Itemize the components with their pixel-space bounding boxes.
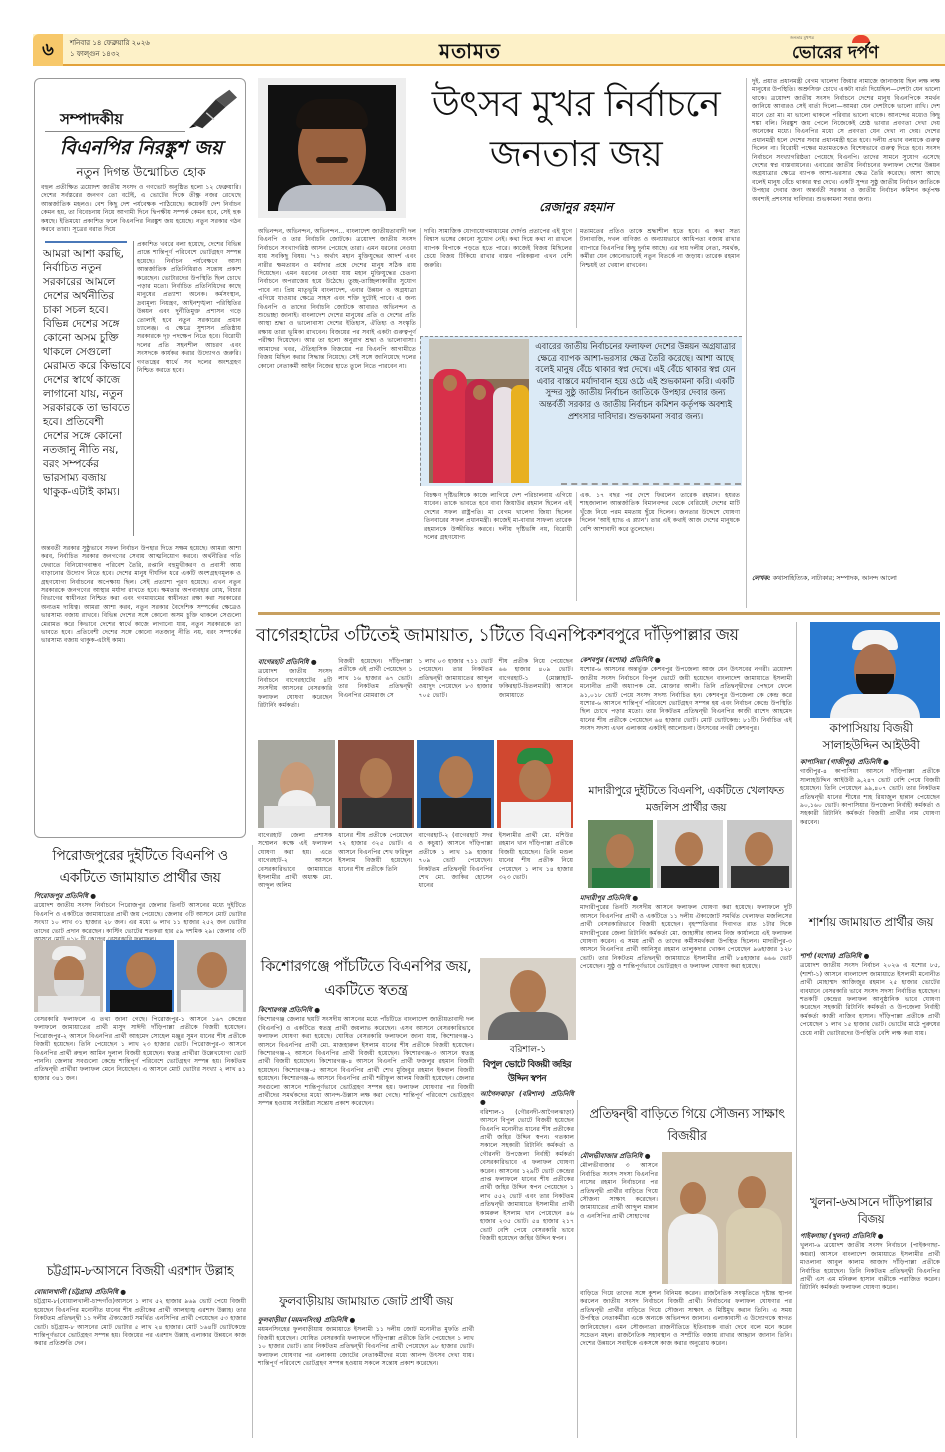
courtesy-visit-photo bbox=[662, 1152, 792, 1284]
column-divider bbox=[576, 492, 577, 601]
fulbaria-story bbox=[258, 1316, 474, 1438]
pirojpur-story bbox=[34, 892, 246, 936]
chattogram-story bbox=[34, 1288, 246, 1438]
section-title: মতামত bbox=[438, 39, 502, 63]
kishoreganj-byline: কিশোরগঞ্জ প্রতিনিধি ● bbox=[258, 1006, 321, 1014]
brand-tagline: জনতার মুখপত্র bbox=[790, 35, 815, 40]
chattogram-headline: চট্টগ্রাম-৮আসনে বিজয়ী এরশাদ উল্লাহ bbox=[46, 1264, 234, 1279]
editorial-headline: বিএনপির নিরঙ্কুশ জয় bbox=[59, 137, 223, 159]
candidate-photo bbox=[177, 940, 246, 1012]
sharsha-story bbox=[800, 952, 940, 1190]
bagerhat-column: বাগেরহাট-২ (বাগেরহাট সদর ও কচুয়া) আসনে দাঁড়িপাল্লা প্রতীকে ১ লাখ ১৯ হাজার ৭০৯ ভোট পেয়েছেন। নিকটতম প্রতিদ্বন্দ্বী বিএনপির শেখ মো. জাকির হোসেন ধানের bbox=[418, 832, 493, 890]
voters-queue-photo bbox=[429, 339, 529, 483]
moulvibazar-headline: প্রতিদ্বন্দ্বী বাড়িতে গিয়ে সৌজন্য সাক্ষাৎ বিজয়ীর bbox=[589, 1107, 785, 1144]
candidate-photo bbox=[657, 820, 722, 888]
moulvibazar-story-continued: বাড়িতে গিয়ে তাদের সঙ্গে কুশল বিনিময় করেন। রাজনৈতিক সংস্কৃতিতে দৃষ্টান্ত স্থাপন করলেন জাতীয় সংসদ নির্বাচনে বিজয়ী প্রার্থী। নির্বাচনের ফলাফল ঘোষণার পর প্রতিদ্বন্দ্বী প্রার্থীর বাড়িতে গিয়ে সৌজন্য সাক্ষাৎ ও মিষ্টিমুখ করান তিনি। এ সময় উপস্থিত নেতাকর্মীরা একে অন্যকে অভিনন্দন জানান। এলাকাবাসী এ উদ্যোগকে স্বাগত জানিয়েছেন। এমন সৌজন্যতা রাজনীতিতে ইতিবাচক বার্তা দেবে বলে মনে করেন সচেতন মহল। রাজনৈতিক সহাবস্থান ও সম্প্রীতি বজায় রাখার আহ্বান জানান তিনি। দেশের উন্নয়নে সবাইকে একসঙ্গে কাজ করার অনুরোধ করেন। bbox=[580, 1290, 792, 1348]
madaripur-story bbox=[580, 894, 792, 1100]
column-divider bbox=[796, 622, 797, 1438]
pirojpur-byline: পিরোজপুর প্রতিনিধি ● bbox=[34, 892, 97, 900]
opinion-column-1: অভিনন্দন, অভিনন্দন, অভিনন্দন... বাংলাদেশ জাতীয়তাবাদী দল বিএনপি ও তার নির্বাচনি জোটকে। ত্রয়োদশ জাতীয় সংসদ নির্বাচনে সংখ্যাগরিষ্ঠ আসন পেয়েছে তারা। এমন ধরনের নেওয়া যায় সবকিছু বিষয়। '৭১ অর্থাৎ মহান মুক্তিযুদ্ধের আদর্শ এবং নারীর ক্ষমতায়ন ও মর্যাদার প্রশ্নে দেশের মানুষ সঠিক রায় দিয়েছেন। এমন ধরনের নেওয়া যায় মহান মুক্তিযুদ্ধের চেতনা নির্বাচনে অপরাজেয় হয়ে উঠেছে। তুচ্ছ-তাচ্ছিল্যকারীর সুযোগ পাবে না। প্রিয় মাতৃভূমি বাংলাদেশ, এবার উন্নয়ন ও অগ্রযাত্রা এগিয়ে যাওয়ার ক্ষেত্রে সাহস এবং শক্তি দুটোই পাবে। এ জন্য বিএনপি ও তাদের নির্বাচনি জোটকে আবারও অভিনন্দন ও শুভেচ্ছা জানাই। বাংলাদেশ দেশের মানুষের প্রতি ও দেশের প্রতি আস্থা শ্রদ্ধা ও ভালোবাসা দেশের ইতিহাস, ঐতিহ্য ও সংস্কৃতি রক্ষায় তারা ভূমিকা রাখবেন। বিজয়ের পর সবাই একটা গুরুত্বপূর্ণ পরীক্ষা দিয়েছেন। আর তা হলো অনুরাগ শ্রদ্ধা ও ভালোবাসা। আমাদের খবর, ঐতিহাসিক বিজয়ের পর বিএনপি আগামীতে বিজয় মিছিল করার সিদ্ধান্ত নিয়েছে। সেই সঙ্গে জানিয়েছে দলের কোনো নেতাকর্মী আইন নিজের হাতে তুলে নিতে পারবেন না। bbox=[258, 228, 416, 370]
newspaper-logo[interactable] bbox=[790, 35, 942, 65]
author-photo bbox=[258, 78, 406, 218]
pirojpur-headline: পিরোজপুরের দুইটিতে বিএনপি ও একটিতে জামায়াত প্রার্থীর জয় bbox=[52, 848, 228, 886]
editorial-label: সম্পাদকীয় bbox=[60, 110, 124, 128]
bagerhat-column: ইসলামীর প্রার্থী মো. মশিউর রহমান খান দাঁড়িপাল্লা প্রতীকে বিজয়ী হয়েছেন। তিনি মণ্ডল ধানের শীষ প্রতীক নিয়ে পেয়েছেন ১ লাখ ১৪ হাজার ৩২৩ ভোট। bbox=[498, 832, 573, 882]
opinion-headline bbox=[410, 80, 742, 182]
dashed-divider bbox=[561, 483, 741, 485]
madaripur-headline: মাদারীপুরে দুইটিতে বিএনপি, একটিতে খেলাফত মজলিস প্রার্থীর জয় bbox=[588, 784, 784, 814]
keshabpur-story bbox=[580, 656, 792, 778]
bagerhat-column bbox=[258, 658, 332, 736]
candidate-photo bbox=[338, 740, 415, 828]
bagerhat-text: ত্রয়োদশ জাতীয় সংসদ নির্বাচনে বাগেরহাটের ৪টি সংসদীয় আসনের বেসরকারি ফলাফল ঘোষণা করেছেন রিটার্নিং কর্মকর্তা। bbox=[258, 668, 333, 710]
sharsha-headline: শার্শায় জামায়াত প্রার্থীর জয় bbox=[808, 915, 934, 929]
column-divider bbox=[576, 228, 577, 328]
pull-quote-rule bbox=[45, 241, 127, 243]
sharsha-byline: শার্শা (যশোর) প্রতিনিধি ● bbox=[800, 952, 870, 960]
bagerhat-candidate-photos bbox=[258, 740, 573, 828]
brand-name: ভোরের দর্পণ bbox=[792, 43, 879, 63]
column-divider bbox=[577, 1100, 578, 1438]
madaripur-text: মাদারীপুরের তিনটি সংসদীয় আসনে ফলাফল ঘোষণা করা হয়েছে। ফলাফলে দুটি আসনে বিএনপির প্রার্থী ও একটিতে ১১ দলীয় ঐক্যজোট সমর্থিত খেলাফত মজলিসের প্রার্থী বেসরকারিভাবে বিজয়ী হয়েছেন। বৃহস্পতিবার দিবাগত রাত ১টার দিকে মাদারীপুরের জেলা রিটার্নিং কর্মকর্তা মো. জাহাঙ্গীর আলম নিজ কার্যালয়ে এই ফলাফল ঘোষণা করেন। এ সময় প্রার্থী ও তাদের কর্মীসমর্থকরা উপস্থিত ছিলেন। মাদারীপুর-৩ আসনে বিএনপির প্রার্থী আনিসুর রহমান তালুকদার খোকন পেয়েছেন ৯৬হাজার ১২৮ ভোট। তার নিকটতম প্রতিদ্বন্দ্বী জামায়াতে ইসলামীর প্রার্থী ৮৪হাজার ৬৬৬ ভোট পেয়েছেন। সুষ্ঠু ও শান্তিপূর্ণভাবে ভোটগ্রহণ ও ফলাফল ঘোষণা করা হয়েছে। bbox=[580, 904, 792, 971]
bagerhat-column: বিজয়ী হয়েছেন। দাঁড়িপাল্লা প্রতীকে এই প্রার্থী পেয়েছেন ১ লাখ ১৬ হাজার ৬৭ ভোট। তার নিকটতম প্রতিদ্বন্দ্বী বিএনপির মোমরাজ সে bbox=[338, 658, 413, 699]
kishoreganj-story bbox=[258, 1006, 474, 1286]
pirojpur-candidate-photos bbox=[34, 940, 246, 1012]
opinion-column-3: মতামতের প্রতিও তাকে শ্রদ্ধাশীল হতে হবে। এ কথা সত্য টানাবাজি, দখল বাণিজ্য ও অন্যায়ভাবে আধিপত্য বজায় রাখার ব্যাপারে বিএনপির কিছু দুর্নাম আছে। এর দায় দলীয় নেতা, সমর্থক, কর্মীরা যেন কোনোভাবেই নতুন বিতর্কে না জড়ায়। তারেক রহমান নিশ্চয়ই তা খেয়াল রাখবেন। bbox=[580, 228, 740, 269]
editorial-body-bottom: অন্তবর্তী সরকার সুষ্ঠুভাবে সফল নির্বাচন উপহার দিতে সক্ষম হয়েছে। আমরা আশা করব, নির্বাচিত সরকার জনগণের সেবায় আত্মনিয়োগ করবে। অর্থনীতির গতি ফেরাতে বিনিয়োগবান্ধব পরিবেশ তৈরি, রপ্তানি বহুমুখীকরণ ও প্রবাসী আয় বাড়ানোর উদ্যোগ নিতে হবে। দেশের মানুষ দীর্ঘদিন ধরে একটি অংশগ্রহণমূলক ও গ্রহণযোগ্য নির্বাচনের অপেক্ষায় ছিল। সেই প্রত্যাশা পূরণ হয়েছে। এখন নতুন সরকারকে জনগণের আস্থার মর্যাদা রাখতে হবে। ক্ষমতার অপব্যবহার রোধ, বিচার বিভাগের স্বাধীনতা নিশ্চিত করা এবং গণমাধ্যমের স্বাধীনতা রক্ষা করা সরকারের অন্যতম দায়িত্ব। আমরা আশা করব, নতুন সরকার বৈদেশিক সম্পর্কের ক্ষেত্রেও ভারসাম্য বজায় রাখবে। বিভিন্ন দেশের সঙ্গে কোনো অসম চুক্তি থাকলে সেগুলো মেরামত করে কিভাবে দেশের স্বার্থে কাজে লাগানো যায়, নতুন সরকারকে তা ভাবতে হবে। প্রতিবেশী দেশের সঙ্গে কোনো নতজানু নীতি নয়, বরং সম্পর্কের ভারসাম্য বজায় থাকুক-এটাই কাম্য। bbox=[41, 545, 241, 645]
candidate-photo bbox=[497, 740, 574, 828]
barishal-candidate-photo bbox=[480, 958, 576, 1040]
khulna-story bbox=[800, 1232, 940, 1438]
kapasia-candidate-photo bbox=[810, 622, 940, 718]
fulbaria-byline: ফুলবাড়ীয়া (ময়মনসিংহ) প্রতিনিধি ● bbox=[258, 1316, 356, 1324]
pirojpur-text: ত্রয়োদশ জাতীয় সংসদ নির্বাচনে পিরোজপুর জেলার তিনটি আসনের মধ্যে দুইটিতে বিএনপি ও একটিতে জামায়াতের প্রার্থী জয় পেয়েছে। জেলার ৩টি আসনে মোট ভোটার সংখ্যা ১০ লাখ ৩১ হাজার ২৮ জন। এর মধ্যে ৬ লাখ ১১ হাজার ২৫২ জন ভোটার তাদের ভোট প্রদান করেছেন। কাস্টিং ভোটের শতকরা হার ৫৯ দশমিক ২৯। জেলার ৩টি bbox=[34, 902, 246, 935]
bagerhat-column: বাগেরহাট জেলা প্রশাসক সম্মেলন কক্ষে এই ফলাফল ঘোষণা করা হয়। এতে বাগেরহাট-২ আসনে বেসরকারিভাবে জামায়াতে ইসলামীর প্রার্থী অধ্যক্ষ মো. আব্দুল অলিম bbox=[258, 832, 333, 890]
writer-note-text: কথাসাহিত্যিক, নাট্যকার; সম্পাদক, আনন্দ আলো bbox=[772, 574, 897, 582]
column-divider bbox=[746, 78, 747, 608]
keshabpur-text: যশোর-৬ আসনের অন্তর্ভুক্ত কেশবপুর উপজেলা আজ যেন উৎসবের নগরী। ত্রয়োদশ জাতীয় সংসদ নির্বাচনে বিপুল ভোটে জয়ী হয়েছেন বাংলাদেশ জামায়াতে ইসলামী মনোনীত প্রার্থী অধ্যাপক মো. মোক্তার আলী। তিনি প্রতিদ্বন্দ্বীদের পেছনে ফেলে ৯১,০১৮ ভোট পেয়ে সংসদ সদস্য নির্বাচিত হন। কেশবপুর উপজেলা কে কেন্দ্র করে যশোর-৬ আসনে শান্তিপূর্ণ পরিবেশে ভোটগ্রহণ সম্পন্ন হয় এবং নির্বাচন কেন্দ্রে উপস্থিতি ছিল চোখে পড়ার মতো। তার নিকটতম প্রতিদ্বন্দ্বী বিএনপির কাজী রাশেদ আহমেদ ধানের শীষ প্রতীকে পেয়েছেন ৬৪ হাজার ভোট। মোট ভোটকেন্দ্র: ৮১টি। নির্বাচিত এই সংসদ সদস্য এখন এলাকায় একটাই আলোচনা। উৎসবের নগরী কেশবপুর। bbox=[580, 666, 792, 733]
kishoreganj-text: কিশোরগঞ্জ জেলার ছয়টি সংসদীয় আসনের মধ্যে পাঁচটিতে বাংলাদেশ জাতীয়তাবাদী দল (বিএনপি) ও একটিতে স্বতন্ত্র প্রার্থী জয়লাভ করেছেন। এসব আসনে বেসরকারিভাবে ফলাফল ঘোষণা করা হয়েছে। ঘোষিত বেসরকারি ফলাফলে জানা যায়, কিশোরগঞ্জ-১ আসনে বিএনপির প্রার্থী মো. মাজহারুল ইসলাম ধানের শীষ প্রতীকে বিজয়ী হয়েছেন। কিশোরগঞ্জ-২ আসনে বিএনপির প্রার্থী বিজয়ী হয়েছেন। কিশোরগঞ্জ-৩ আসনে স্বতন্ত্র প্রার্থী বিজয়ী হয়েছেন। কিশোরগঞ্জ-৪ আসনে বিএনপি প্রার্থী ফজলুর রহমান বিজয়ী হয়েছেন। কিশোরগঞ্জ-৫ আসনে বিএনপির প্রার্থী শেখ মুজিবুর রহমান ইকবাল বিজয়ী হয়েছেন। কিশোরগঞ্জ-৬ আসনে বিএনপির প্রার্থী শরীফুল আলম বিজয়ী হয়েছেন। জেলার সবগুলো আসনে শান্তিপূর্ণভাবে ভোটগ্রহণ সম্পন্ন হয়। ফলাফল ঘোষণার পর বিজয়ী প্রার্থীদের সমর্থকদের মধ্যে আনন্দ-উল্লাস লক্ষ করা গেছে। শান্তিপূর্ণ পরিবেশে ভোটগ্রহণ সম্পন্ন হওয়ায় সংশ্লিষ্টরা সন্তোষ প্রকাশ করেছেন। bbox=[258, 1016, 474, 1108]
callout-text: এবারের জাতীয় নির্বাচনের ফলাফল দেশের উন্নয়ন অগ্রযাত্রার ক্ষেত্রে ব্যাপক আশা-ভরসার ক্ষেত্র তৈরি করেছে। আশা আছে বলেই মানুষ বেঁচে থাকার স্বপ্ন দেখে। এই বেঁচে থাকার স্বপ্ন যেন এবার বাস্তবে মর্যাদাবান হয়ে ওঠে এই শুভকামনা করি। একটি সুন্দর সুষ্ঠু জাতীয় নির্বাচন জাতিকে উপহার দেবার জন্য অন্তর্বর্তী সরকার ও জাতীয় নির্বাচন কমিশন কর্তৃপক্ষ অবশ্যই প্রশংসার দাবিদার। শুভকামনা সবার জন্য। bbox=[535, 341, 736, 421]
editorial-box bbox=[34, 78, 246, 838]
pirojpur-story-continued: বেসরকারি ফলাফলে এ তথ্য জানা গেছে। পিরোজপুর-১ আসনে ১৬৭ কেন্দ্রের ফলাফলে জামায়াতের প্রার্থী মাসুদ সাঈদী দাঁড়িপাল্লা প্রতীকে বিজয়ী হয়েছেন। পিরোজপুর-২ আসনে বিএনপির প্রার্থী আহমেদ সোহেল মঞ্জুর সুমন ধানের শীষ প্রতীকে বিজয়ী হয়েছেন। তিনি পেয়েছেন ১ লাখ ২৩ হাজার ভোট। পিরোজপুর-৩ আসনে বিএনপির প্রার্থী রুহুল আমিন দুলাল বিজয়ী হয়েছেন। স্বতন্ত্র প্রার্থীরা উল্লেখযোগ্য ভোট পাননি। জেলার সবগুলো কেন্দ্রে শান্তিপূর্ণ পরিবেশে ভোটগ্রহণ সম্পন্ন হয়। নিকটতম প্রতিদ্বন্দ্বী প্রার্থীরা ফলাফল মেনে নিয়েছেন। এ আসনে মোট ভোটার সংখ্যা ২ লাখ ৪১ হাজার ৩৪১ জন। bbox=[34, 1016, 246, 1082]
opinion-column-4: দুই. প্রয়াত প্রধানমন্ত্রী বেগম খালেদা জিয়ার নামাজে জানাজায় ছিল লক্ষ লক্ষ মানুষের উপস্থিতি। অশ্রুসিক্ত চোখে একটা বার্তা দিয়েছিল—দেশটা যেন ভালো থাকে। ত্রয়োদশ জাতীয় সংসদ নির্বাচনে দেশের মানুষ বিএনপিকে সমর্থন জানিয়ে আবারও সেই বার্তা দিলো—আমরা যেন দেশটাকে ভালো রাখি। দেশ মানে তো মা। মা ভালো থাকলে পরিবার ভালো থাকে। আনন্দের মধ্যেও কিছু শঙ্কা বলি। নিরঙ্কুশ জয় পেলে নিজেকেই শ্রেষ্ঠ ভাবার প্রবণতা দেখা দেয় অনেকের মধ্যে। বিএনপির মধ্যে সে প্রবণতা যেন দেখা না দেয়। দেশের প্রধানমন্ত্রী হলে দেশের সবার প্রধানমন্ত্রী হতে হবে। দলীয় প্রভাব বলয়কে গুরুত্ব দিলেন না। বিরোধী পক্ষের মতামতকেও বিশেষভাবে গুরুত্ব দিতে হবে। সংসদ নির্বাচনে সংখ্যাগরিষ্ঠতা পেয়েছে বিএনপি। তাদের সামনে সুযোগ এসেছে দেশের স্বপ্ন বাস্তবায়নের। এবারের জাতীয় নির্বাচনের ফলাফল দেশের উন্নয়ন অগ্রযাত্রার ক্ষেত্রে ব্যাপক আশা-ভরসার ক্ষেত্র তৈরি করেছে। আশা আছে বলেই মানুষ বেঁচে থাকার স্বপ্ন দেখে। একটি সুন্দর সুষ্ঠু জাতীয় নির্বাচন জাতিকে উপহার দেবার জন্য অন্তর্বর্তী সরকার ও জাতীয় নির্বাচন কমিশন কর্তৃপক্ষ অবশ্যই প্রশংসার দাবিদার। শুভকামনা সবার জন্য। bbox=[752, 78, 940, 203]
barishal-label: বরিশাল-১ bbox=[509, 1045, 547, 1055]
bagerhat-headline: বাগেরহাটের ৩টিতেই জামায়াত, ১টিতে বিএনপি bbox=[256, 625, 585, 646]
barishal-byline: আগৈলঝাড়া (বরিশাল) প্রতিনিধি ● bbox=[480, 1090, 574, 1107]
opinion-column-3-continued: এক. ১৭ বছর পর দেশে ফিরলেন তারেক রহমান। হযরত শাহজালাল আন্তর্জাতিক বিমানবন্দর থেকে বেরিয়েই দেশের মাটি খুঁজে নিয়ে পরম মমতায় ছুঁয়ে দিলেন। জনতার উদ্দেশে ঘোষণা দিলেন 'আই হ্যাভ এ প্ল্যান'। তার এই কথাই আজ দেশের মানুষকে বেশি আশাবাদী করে তুলেছেন। bbox=[580, 492, 740, 533]
writer-note-label: লেখক: bbox=[752, 574, 771, 582]
kishoreganj-headline: কিশোরগঞ্জে পাঁচটিতে বিএনপির জয়, একটিতে স্বতন্ত্র bbox=[260, 957, 472, 999]
editorial-body-intro: বহুল প্রতীক্ষিত ত্রয়োদশ জাতীয় সংসদ ও গণভোট অনুষ্ঠিত হলো ১২ ফেব্রুয়ারি। দেশের সর্বস্তরের জনগণ তো বটেই, এ ভোটের দিকে তীক্ষ্ণ নজর রেখেছে আন্তর্জাতিক মহলও। বেশ কিছু দেশ পর্যবেক্ষক পাঠিয়েছে। কয়েকটি দেশ নির্বাচন কেমন হয়, তা বিবেচনায় নিয়ে আগামী দিনে দ্বিপক্ষীয় সম্পর্ক কেমন হবে, সেই হুক কষছে। ইতিমধ্যে প্রকাশিত ফলে বিএনপির নিরঙ্কুশ জয় হয়েছে। নতুন সরকার গঠন করবে তারা। সূত্রের বরাত দিয়ে bbox=[41, 184, 241, 234]
kapasia-story bbox=[800, 758, 940, 910]
madaripur-candidate-photos bbox=[588, 820, 792, 888]
sharsha-text: ত্রয়োদশ জাতীয় সংসদ নির্বাচন ২০২৬ এ যশোর ৮৫, (শার্শা-১) আসনে বাংলাদেশ জামায়াতে ইসলামী মনোনীত প্রার্থী মোহাম্মদ আজিজুর রহমান ২৫ হাজার ভোটের ব্যবধানে বেসরকারি ভাবে সংসদ সদস্য নির্বাচিত হয়েছেন। শতকটি কেন্দ্রের ফলাফল আনুষ্ঠানিক ভাবে ঘোষণা করেছেন সহকারী রিটার্নিং কর্মকর্তা ও উপজেলা নির্বাহী কর্মকর্তা কাজী নাজিব হাসান। দাঁড়িপাল্লা প্রতীকে প্রার্থী পেয়েছেন ১ লাখ ১৫ হাজার ভোট। ভোটের মাঠে পুরুষের চেয়ে নারী ভোটারদের উপস্থিতি বেশি লক্ষ করা যায়। bbox=[800, 962, 940, 1037]
editorial-subheadline: নতুন দিগন্ত উন্মোচিত হোক bbox=[76, 165, 206, 179]
candidate-photo bbox=[258, 740, 335, 828]
khulna-headline: খুলনা-৬আসনে দাঁড়িপাল্লার বিজয় bbox=[809, 1195, 933, 1226]
bagerhat-body-continued bbox=[258, 832, 573, 924]
barishal-story bbox=[480, 1090, 574, 1438]
candidate-photo bbox=[34, 940, 103, 1012]
chattogram-byline: বোয়ালখালী (চট্টগ্রাম) প্রতিনিধি ● bbox=[34, 1288, 127, 1296]
kapasia-text: গাজীপুর-৪ কাপাসিয়া আসনে দাঁড়িপাল্লা প্রতীকে সালাহউদ্দিন আইউবী ৯,২৪৭ ভোট বেশি পেয়ে বিজয়ী হয়েছেন। তিনি পেয়েছেন ৯৯,৪০৭ ভোট। তার নিকটতম প্রতিদ্বন্দ্বী ধানের শীষের শাহ রিয়াজুল হান্নান পেয়েছেন ৯০,১৬০ ভোট। কাপাসিয়ার উপজেলা নির্বাহী কর্মকর্তা ও সহকারী রিটার্নিং কর্মকর্তা বিজয়ী প্রার্থীর নাম ঘোষণা করবেন। bbox=[800, 768, 940, 826]
candidate-photo bbox=[106, 940, 175, 1012]
bagerhat-body bbox=[258, 658, 573, 736]
bagerhat-byline: বাগেরহাট প্রতিনিধি ● bbox=[258, 658, 317, 666]
opinion-author: রেজানুর রহমান bbox=[539, 200, 613, 214]
opinion-headline-line2: জনতার জয় bbox=[489, 134, 663, 175]
keshabpur-byline: কেশবপুর (যশোর) প্রতিনিধি ● bbox=[580, 656, 661, 664]
day-date: শনিবার ১৪ ফেব্রুয়ারি ২০২৬ bbox=[70, 39, 150, 47]
candidate-photo bbox=[588, 820, 653, 888]
barishal-text: বরিশাল-১ (গৌরনদী-আগৈলঝাড়া) আসনে বিপুল ভোটে বিজয়ী হয়েছেন বিএনপি মনোনীত ধানের শীষ প্রতীকের প্রার্থী জহির উদ্দিন স্বপন। গতকাল সকালে সহকারী রিটার্নিং কর্মকর্তা ও গৌরনদী উপজেলা নির্বাহী কর্মকর্তা বেসরকারিভাবে এ ফলাফল ঘোষণা করেন। আসনের ১২৯টি ভোট কেন্দ্রের প্রাপ্ত ফলাফলে ধানের শীষ প্রতীকের প্রার্থী জহির উদ্দিন স্বপন পেয়েছেন ১ লাখ ৫৫২ ভোট এবং তার নিকটতম প্রতিদ্বন্দ্বী জামায়াতে ইসলামীর প্রার্থী কামরুল ইসলাম খান পেয়েছেন ৪৬ হাজার ২৩৫ ভোট। ৫৪ হাজার ২১৭ ভোট বেশি পেয়ে বেসরকারি ভাবে বিজয়ী হয়েছেন জহির উদ্দিন স্বপন। bbox=[480, 1108, 574, 1242]
keshabpur-headline: কেশবপুরে দাঁড়িপাল্লার জয় bbox=[580, 625, 739, 644]
kapasia-byline: কাপাসিয়া (গাজীপুর) প্রতিনিধি ● bbox=[800, 758, 889, 766]
column-divider bbox=[133, 241, 134, 536]
bagerhat-column: শীষ প্রতীক নিয়ে পেয়েছেন ৬৬ হাজার ৪০৯ ভোট। বাগেরহাট-১ (মোল্লাহাট-ফকিরহাট-চিতলমারী) আসনে জামায়াতে bbox=[498, 658, 573, 699]
fulbaria-text: ময়মনসিংহের ফুলবাড়ীয়ায় জামায়াতে ইসলামী ১১ দলীয় জোট মনোনীত মুফতি প্রার্থী বিজয়ী হয়েছেন। ঘোষিত বেসরকারি ফলাফলে দাঁড়িপাল্লা প্রতীকে তিনি পেয়েছেন ১ লাখ ১০ হাজার ভোট। তার নিকটতম প্রতিদ্বন্দ্বী বিএনপির প্রার্থী পেয়েছেন ৯৮ হাজার ভোট। ফলাফল ঘোষণার পর এলাকায় জোটের নেতাকর্মীদের মধ্যে আনন্দ উৎসব দেখা যায়। শান্তিপূর্ণ পরিবেশে ভোটগ্রহণ সম্পন্ন হওয়ায় সকলে সন্তোষ প্রকাশ করেছেন। bbox=[258, 1326, 474, 1368]
page-number: ৬ bbox=[33, 34, 63, 66]
kapasia-headline: কাপাসিয়ায় বিজয়ী সালাহউদ্দিন আইউবী bbox=[822, 721, 920, 752]
column-divider bbox=[252, 845, 253, 1438]
editorial-body-column: প্রকাশিত খবরে বলা হয়েছে, দেশের বিভিন্ন প্রান্তে শান্তিপূর্ণ পরিবেশে ভোটগ্রহণ সম্পন্ন হয়েছে। নির্বাচন পর্যবেক্ষণে আসা আন্তর্জাতিক প্রতিনিধিরাও সন্তোষ প্রকাশ করেছেন। ভোটারদের উপস্থিতি ছিল চোখে পড়ার মতো। নির্বাচিত প্রতিনিধিদের কাছে মানুষের প্রত্যাশা অনেক। কর্মসংস্থান, দ্রব্যমূল্য নিয়ন্ত্রণ, আইনশৃঙ্খলা পরিস্থিতির উন্নয়ন এবং দুর্নীতিমুক্ত প্রশাসন গড়ে তোলাই হবে নতুন সরকারের প্রধান চ্যালেঞ্জ। এ ক্ষেত্রে সুশাসন প্রতিষ্ঠায় সরকারকে দৃঢ় পদক্ষেপ নিতে হবে। বিরোধী দলের প্রতি সহনশীল আচরণ এবং সংসদকে কার্যকর করার উদ্যোগও জরুরি। গণতন্ত্রের স্বার্থে সব দলের অংশগ্রহণ নিশ্চিত করতে হবে। bbox=[137, 241, 241, 375]
madaripur-byline: মাদারীপুর প্রতিনিধি ● bbox=[580, 894, 639, 902]
candidate-photo bbox=[417, 740, 494, 828]
date-block bbox=[70, 38, 220, 60]
khulna-byline: পাইকগাছা (খুলনা) প্রতিনিধি ● bbox=[800, 1232, 884, 1240]
chattogram-text: চট্টগ্রাম-৮(বোয়ালখালী-চান্দগাঁও)আসনে ১ লাখ ৫২ হাজার ৯৬৯ ভোট পেয়ে বিজয়ী হয়েছেন বিএনপির মনোনীত ধানের শীষ প্রতীকের প্রার্থী আলহাজ্ব এরশাদ উল্লাহ। তার নিকটতম প্রতিদ্বন্দ্বী ১১ দলীয় ঐক্যজোট সমর্থিত এনসিপির প্রার্থী পেয়েছেন ৫৩ হাজার ভোট। চট্টগ্রাম-৮ আসনের মোট ভোটার ৫ লাখ ২৪ হাজার। মোট ১৬৪টি ভোটকেন্দ্রে শান্তিপূর্ণভাবে ভোটগ্রহণ সম্পন্ন হয়। বিজয়ের পর এরশাদ উল্লাহ এলাকার উন্নয়নে কাজ করার প্রতিশ্রুতি দেন। bbox=[34, 1298, 246, 1348]
bangla-date: ১ ফাল্গুন ১৪৩২ bbox=[70, 50, 120, 58]
fountain-pen-icon bbox=[187, 89, 237, 129]
writer-note bbox=[752, 574, 940, 608]
moulvibazar-text: মৌলভীবাজার ৩ আসনে নির্বাচিত সংসদ সদস্য বিএনপির নাসের রহমান নির্বাচনের পর প্রতিদ্বন্দ্বী প্রার্থীর বাড়িতে গিয়ে সৌজন্য সাক্ষাৎ করেছেন। জামায়াতের প্রার্থী আব্দুল মান্নান ও এনসিপির প্রার্থী সোহাগের bbox=[580, 1162, 658, 1220]
bagerhat-column: ধানের শীষ প্রতীকে পেয়েছেন ৭২ হাজার ৩২৫ ভোট। এ আসনে বিএনপির শেখ ফরিদুল ইসলাম বিজয়ী হয়েছেন। ধানের শীষ প্রতীকে তিনি bbox=[338, 832, 413, 873]
moulvibazar-story bbox=[580, 1152, 658, 1286]
bagerhat-column: ১ লাখ ০৩ হাজার ৭১১ ভোট পেয়েছেন। তার নিকটতম প্রতিদ্বন্দ্বী জামায়াতের আব্দুল ওয়াদুদ পেয়েছেন ৮৩ হাজার ৭০৫ ভোট। bbox=[418, 658, 493, 699]
highlight-callout bbox=[420, 336, 742, 486]
candidate-photo bbox=[727, 820, 792, 888]
opinion-headline-line1: উৎসব মুখর নির্বাচনে bbox=[431, 84, 721, 125]
moulvibazar-byline: মৌলভীবাজার প্রতিনিধি ● bbox=[580, 1152, 651, 1160]
column-divider bbox=[420, 228, 421, 328]
section-rule bbox=[258, 612, 940, 615]
fulbaria-headline: ফুলবাড়ীয়ায় জামায়াত জোট প্রার্থী জয় bbox=[279, 1294, 453, 1308]
barishal-headline: বিপুল ভোটে বিজয়ী জহির উদ্দিন স্বপন bbox=[482, 1060, 572, 1084]
opinion-column-2-continued: বিচক্ষণ দৃষ্টিভঙ্গিকে কাজে লাগিয়ে দেশ পরিচালনায় এগিয়ে যাবেন। তাকে ভাবতে হবে বাবা জিয়াউর রহমান ছিলেন এই দেশের সফল রাষ্ট্রপতি। মা বেগম খালেদা জিয়া ছিলেন তিনবারের সফল প্রধানমন্ত্রী। কাজেই মা-বাবার সাফল্য তারেক রহমানকে উজ্জীবিত করবে। দলীয় দৃষ্টিভঙ্গি নয়, বিরোধী দলের গ্রহণযোগ্য bbox=[424, 492, 572, 542]
khulna-text: খুলনা-৬ ত্রয়োদশ জাতীয় সংসদ নির্বাচনে (পাইকগাছা-কয়রা) আসনে বাংলাদেশ জামায়াতে ইসলামীর প্রার্থী মাওলানা আবুল কালাম আজাদ দাঁড়িপাল্লা প্রতীকে নির্বাচিত হয়েছেন। তিনি নিকটতম প্রতিদ্বন্দ্বী বিএনপির প্রার্থী এস এম মনিরুল হাসান বাপ্পীকে পরাজিত করেন। রিটার্নিং কর্মকর্তা ফলাফল ঘোষণা করেন। bbox=[800, 1242, 940, 1292]
opinion-column-2: দাবি। সামাজিক যোগাযোগমাধ্যমের দোর্দণ্ড প্রতাপের এই যুগে বিশ্বাস ভঙ্গের কোনো সুযোগ নেই। কথা দিয়ে কথা না রাখলে ব্যাপক বিপাকে পড়তে হতে পারে। কাজেই বিজয় মিছিলের চেয়ে বিজয় টিকিয়ে রাখার বাস্তব পরিকল্পনা এখন বেশি জরুরি। bbox=[424, 228, 572, 269]
divider bbox=[45, 131, 185, 132]
pull-quote: আমরা আশা করছি, নির্বাচিত নতুন সরকারের আমলে দেশের অর্থনীতির চাকা সচল হবে। বিভিন্ন দেশের সঙ্গে কোনো অসম চুক্তি থাকলে সেগুলো মেরামত করে কিভাবে দেশের স্বার্থে কাজে লাগানো যায়, নতুন সরকারকে তা ভাবতে হবে। প্রতিবেশী দেশের সঙ্গে কোনো নতজানু নীতি নয়, বরং সম্পর্কের ভারসাম্য বজায় থাকুক-এটাই কাম্য। bbox=[43, 248, 131, 498]
